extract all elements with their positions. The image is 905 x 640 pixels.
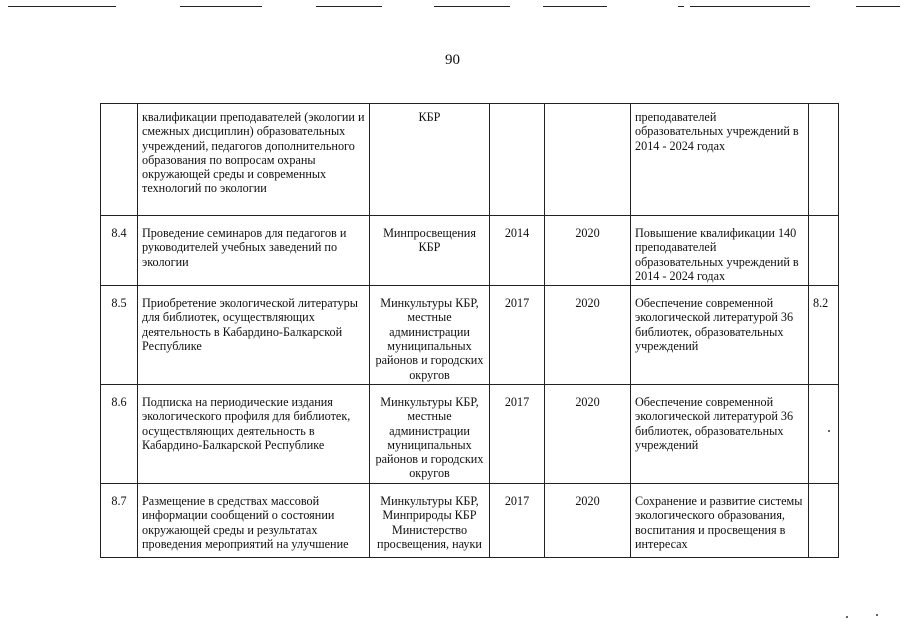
top-rule	[434, 6, 510, 7]
measures-table	[100, 103, 839, 558]
row-number: 8.5	[101, 286, 138, 385]
measure-title: квалификации преподавателей (экологии и смежных дисциплин) образовательных учреждений, педагогов дополнительного образования по вопросам охраны окружающей среды и современных технологий по экологии	[138, 104, 370, 216]
row-number: 8.7	[101, 483, 138, 557]
end-year	[545, 104, 631, 216]
scan-speck	[846, 616, 848, 618]
top-rule	[316, 6, 382, 7]
measure-title: Проведение семинаров для педагогов и руководителей учебных заведений по экологии	[138, 216, 370, 286]
indicator-ref	[809, 216, 839, 286]
row-number: 8.6	[101, 384, 138, 483]
table-row	[101, 104, 839, 216]
indicator-ref	[809, 483, 839, 557]
start-year: 2014	[490, 216, 545, 286]
measure-executor: КБР	[370, 104, 490, 216]
end-year: 2020	[545, 216, 631, 286]
table-row	[101, 286, 839, 385]
row-number	[101, 104, 138, 216]
measure-executor: Минкультуры КБР, местные администрации муниципальных районов и городских округов	[370, 286, 490, 385]
end-year: 2020	[545, 286, 631, 385]
expected-result: преподавателей образовательных учреждений в 2014 - 2024 годах	[631, 104, 809, 216]
measure-executor: Минкультуры КБР, Минприроды КБР Министерство просвещения, науки	[370, 483, 490, 557]
start-year: 2017	[490, 483, 545, 557]
expected-result: Повышение квалификации 140 преподавателей образовательных учреждений в 2014 - 2024 годах	[631, 216, 809, 286]
table-row	[101, 483, 839, 557]
table-row	[101, 384, 839, 483]
indicator-ref	[809, 384, 839, 483]
start-year	[490, 104, 545, 216]
top-rule	[690, 6, 810, 7]
top-rule	[856, 6, 900, 7]
end-year: 2020	[545, 483, 631, 557]
measure-executor: Минкультуры КБР, местные администрации муниципальных районов и городских округов	[370, 384, 490, 483]
row-number: 8.4	[101, 216, 138, 286]
measure-title: Приобретение экологической литературы для библиотек, осуществляющих деятельность в Кабардино-Балкарской Республике	[138, 286, 370, 385]
page-number: 90	[445, 52, 460, 68]
end-year: 2020	[545, 384, 631, 483]
start-year: 2017	[490, 384, 545, 483]
expected-result: Обеспечение современной экологической литературой 36 библиотек, образовательных учреждений	[631, 384, 809, 483]
scan-speck	[876, 614, 878, 616]
indicator-ref	[809, 104, 839, 216]
measure-executor: Минпросвещения КБР	[370, 216, 490, 286]
scan-speck	[828, 430, 830, 432]
top-rule	[8, 6, 116, 7]
top-rule	[678, 6, 684, 7]
measure-title: Подписка на периодические издания экологического профиля для библиотек, осуществляющих деятельность в Кабардино-Балкарской Республике	[138, 384, 370, 483]
expected-result: Обеспечение современной экологической литературой 36 библиотек, образовательных учреждений	[631, 286, 809, 385]
top-rule	[543, 6, 607, 7]
table-row	[101, 216, 839, 286]
measure-title: Размещение в средствах массовой информации сообщений о состоянии окружающей среды и результатах проведения мероприятий на улучшение	[138, 483, 370, 557]
start-year: 2017	[490, 286, 545, 385]
expected-result: Сохранение и развитие системы экологического образования, воспитания и просвещения в интересах	[631, 483, 809, 557]
top-rule	[180, 6, 262, 7]
indicator-ref: 8.2	[809, 286, 839, 385]
